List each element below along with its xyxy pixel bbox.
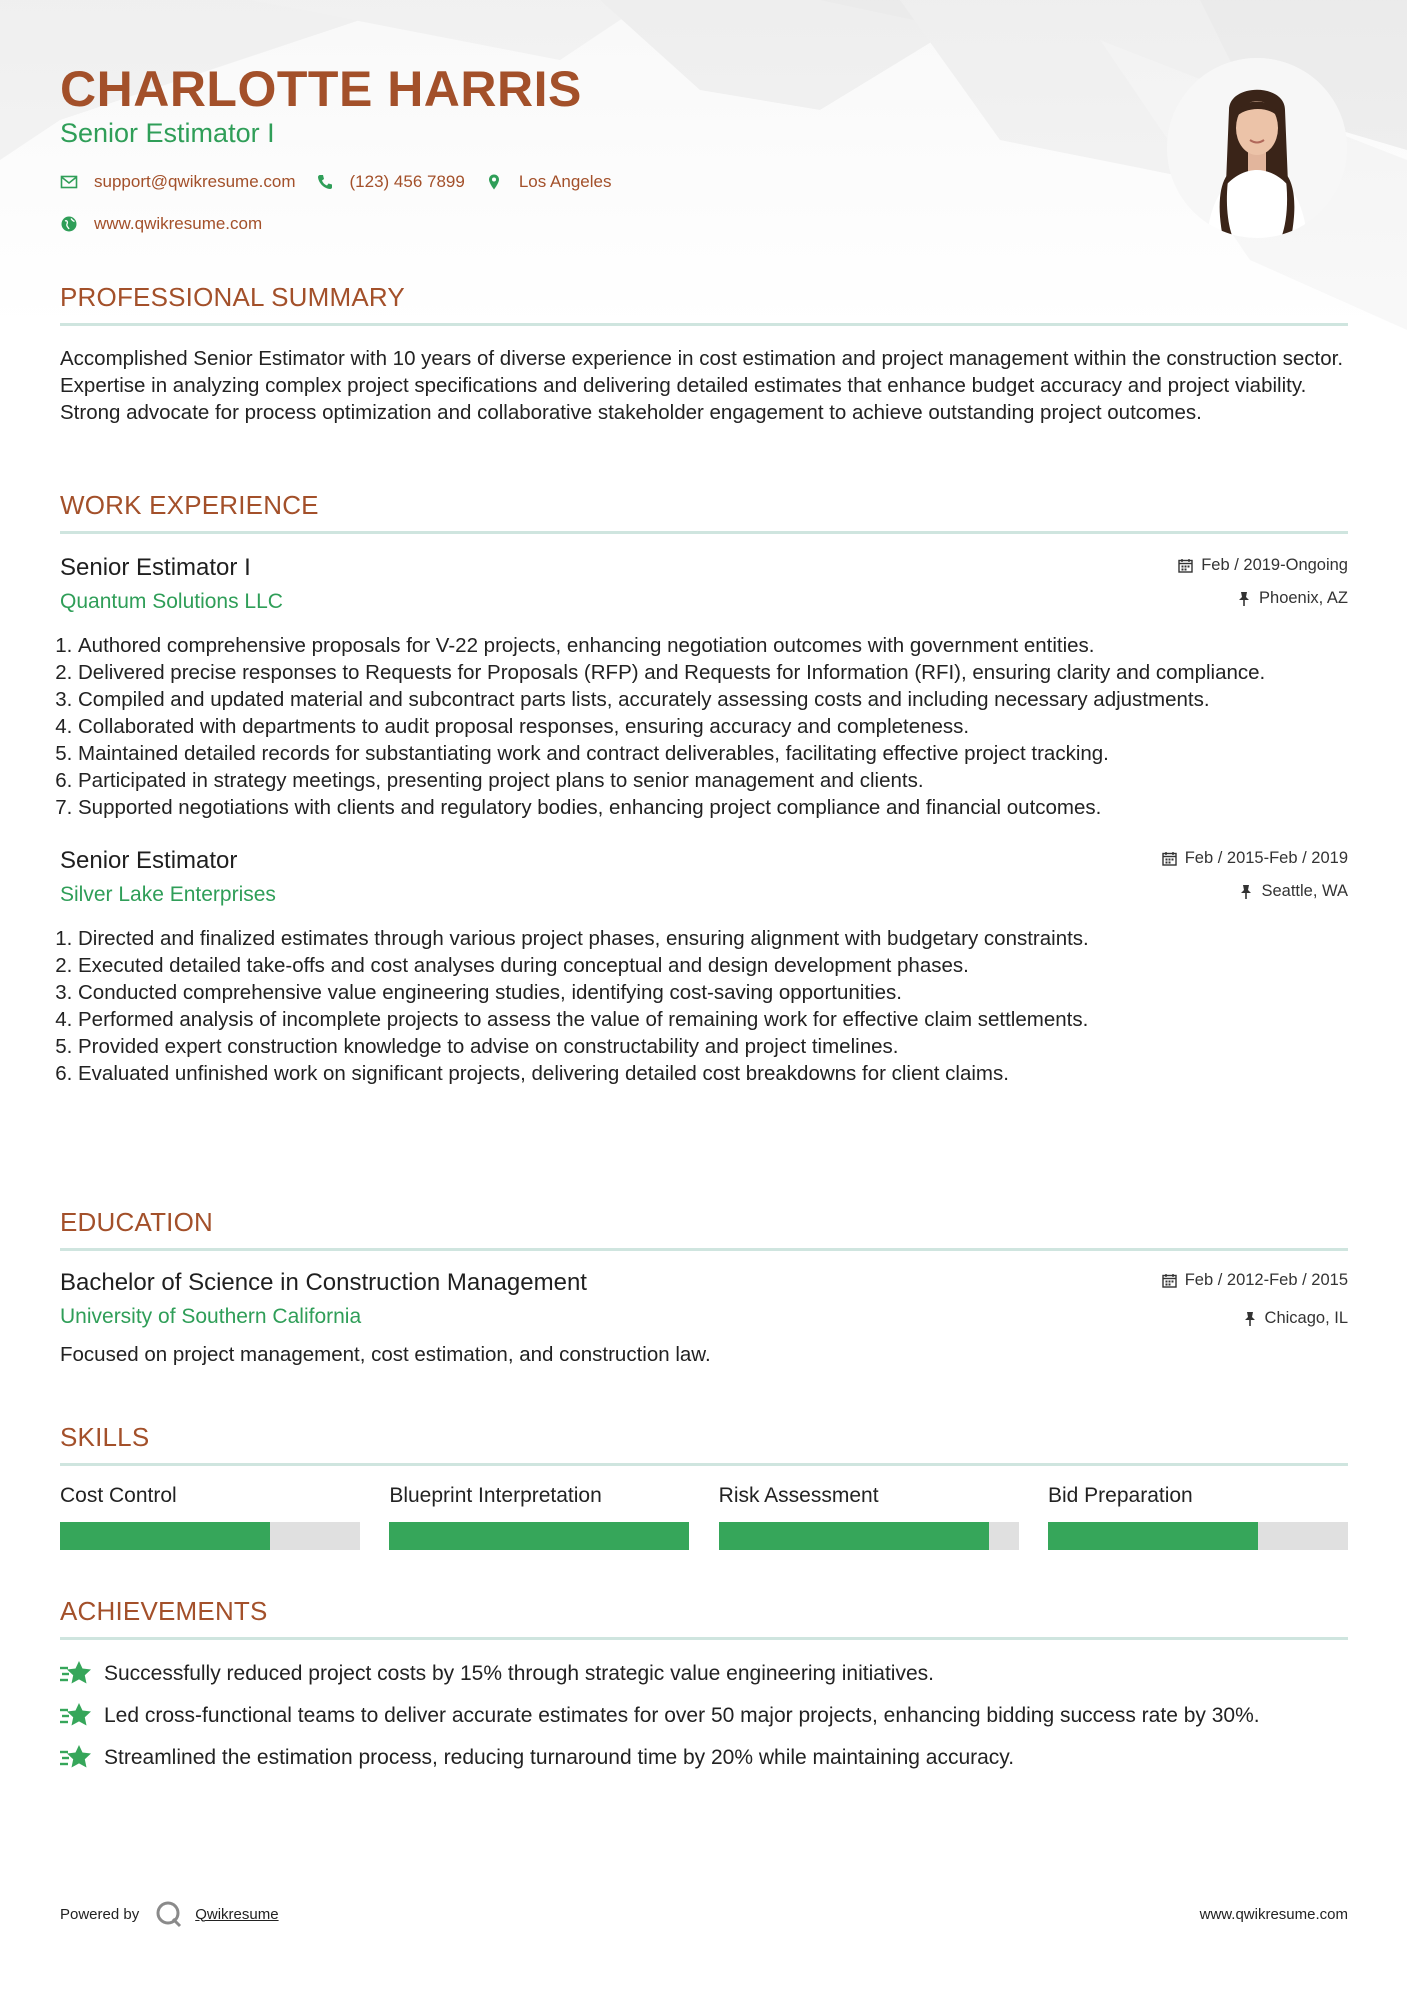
job-company: Quantum Solutions LLC	[60, 590, 283, 613]
portrait-illustration	[1167, 58, 1347, 238]
job-entry	[60, 847, 1348, 1087]
skills-heading: SKILLS	[60, 1422, 1348, 1466]
calendar-icon	[1162, 851, 1177, 866]
calendar-icon	[1178, 558, 1193, 573]
education-dates	[1162, 1271, 1348, 1290]
list-item: 3. Conducted comprehensive value engineering studies, identifying cost-saving opportunities.	[78, 979, 1348, 1006]
achievements-heading: ACHIEVEMENTS	[60, 1596, 1348, 1640]
achievement-item	[60, 1744, 1348, 1772]
skill-fill	[1048, 1522, 1258, 1550]
skill-fill	[719, 1522, 989, 1550]
achievements-section	[60, 1596, 1348, 1786]
experience-heading: WORK EXPERIENCE	[60, 490, 1348, 534]
skill-name: Cost Control	[60, 1484, 177, 1507]
location-text: Los Angeles	[518, 172, 612, 191]
phone-text: (123) 456 7899	[349, 172, 465, 191]
list-item: 6. Evaluated unfinished work on significant projects, delivering detailed cost breakdowns for client claims.	[78, 1060, 1348, 1087]
school-name: University of Southern California	[60, 1305, 362, 1328]
skill-bar	[60, 1522, 360, 1550]
phone-icon	[316, 173, 334, 191]
contact-website[interactable]	[60, 214, 262, 234]
summary-section	[60, 282, 1348, 426]
contact-row-web	[60, 214, 282, 234]
skill-name: Risk Assessment	[718, 1484, 879, 1507]
footer	[60, 1899, 1348, 1929]
list-item: 5. Provided expert construction knowledge to advise on constructability and project timelines.	[78, 1033, 1348, 1060]
achievement-text: Successfully reduced project costs by 15% through strategic value engineering initiatives.	[104, 1662, 934, 1685]
skill-bar	[389, 1522, 689, 1550]
skill-item	[1048, 1484, 1348, 1550]
summary-text: Accomplished Senior Estimator with 10 years of diverse experience in cost estimation and project management within the construction sector. Expertise in analyzing complex project specifications and delivering detailed estimates that enhance budget accuracy and project viability. Strong advocate for process optimization and collaborative stakeholder engagement to achieve outstanding project outcomes.	[60, 347, 1344, 424]
job-bullets	[60, 632, 1348, 821]
contact-email[interactable]	[60, 172, 296, 192]
job-title: Senior Estimator I	[60, 554, 251, 581]
job-company: Silver Lake Enterprises	[60, 883, 276, 906]
list-item: 6. Participated in strategy meetings, presenting project plans to senior management and clients.	[78, 767, 1348, 794]
list-item: 1. Directed and finalized estimates through various project phases, ensuring alignment with budgetary constraints.	[78, 925, 1348, 952]
achievements-list	[60, 1660, 1348, 1772]
experience-section	[60, 490, 1348, 1087]
job-location-text: Phoenix, AZ	[1259, 589, 1348, 607]
achievement-text: Streamlined the estimation process, reducing turnaround time by 20% while maintaining accuracy.	[104, 1746, 1015, 1769]
pushpin-icon	[1243, 1311, 1257, 1327]
list-item: 1. Authored comprehensive proposals for V-22 projects, enhancing negotiation outcomes with government entities.	[78, 632, 1348, 659]
job-location-text: Seattle, WA	[1261, 882, 1348, 900]
summary-heading: PROFESSIONAL SUMMARY	[60, 282, 1348, 326]
achievement-item	[60, 1702, 1348, 1730]
map-pin-icon	[485, 173, 503, 191]
globe-icon	[60, 215, 78, 233]
star-badge-icon	[60, 1700, 94, 1730]
education-heading: EDUCATION	[60, 1207, 1348, 1251]
skill-item	[719, 1484, 1019, 1550]
list-item: 2. Executed detailed take-offs and cost analyses during conceptual and design development phases.	[78, 952, 1348, 979]
list-item: 5. Maintained detailed records for substantiating work and contract deliverables, facilitating effective project tracking.	[78, 740, 1348, 767]
candidate-name: CHARLOTTE HARRIS	[60, 61, 582, 117]
skill-name: Bid Preparation	[1047, 1484, 1193, 1507]
skills-section	[60, 1422, 1348, 1550]
contact-location	[485, 172, 612, 192]
job-location	[1237, 589, 1348, 608]
website-text: www.qwikresume.com	[94, 214, 263, 233]
skill-bar	[719, 1522, 1019, 1550]
education-location-text: Chicago, IL	[1264, 1309, 1348, 1327]
job-dates-text: Feb / 2015-Feb / 2019	[1184, 849, 1348, 867]
education-description: Focused on project management, cost estimation, and construction law.	[60, 1343, 711, 1366]
star-badge-icon	[60, 1658, 94, 1688]
education-dates-text: Feb / 2012-Feb / 2015	[1184, 1271, 1348, 1289]
contact-phone[interactable]	[316, 172, 465, 192]
contact-row	[60, 172, 631, 192]
qwikresume-logo-icon	[153, 1899, 185, 1929]
education-entry	[60, 1269, 1348, 1368]
list-item: 3. Compiled and updated material and subcontract parts lists, accurately assessing costs and including necessary adjustments.	[78, 686, 1348, 713]
job-dates	[1178, 556, 1348, 575]
envelope-icon	[60, 173, 78, 191]
skill-fill	[389, 1522, 689, 1550]
skill-item	[60, 1484, 360, 1550]
qwikresume-link[interactable]: Qwikresume	[195, 1905, 279, 1923]
job-title: Senior Estimator	[60, 847, 238, 874]
profile-photo	[1167, 58, 1347, 238]
skill-bar	[1048, 1522, 1348, 1550]
achievement-item	[60, 1660, 1348, 1688]
pushpin-icon	[1239, 884, 1253, 900]
education-section	[60, 1207, 1348, 1368]
job-location	[1239, 882, 1348, 901]
skills-row	[60, 1484, 1348, 1550]
job-entry	[60, 554, 1348, 821]
job-dates-text: Feb / 2019-Ongoing	[1201, 556, 1348, 574]
list-item: 4. Performed analysis of incomplete projects to assess the value of remaining work for effective claim settlements.	[78, 1006, 1348, 1033]
email-text: support@qwikresume.com	[94, 172, 296, 191]
list-item: 7. Supported negotiations with clients and regulatory bodies, enhancing project compliance and financial outcomes.	[78, 794, 1348, 821]
skill-name: Blueprint Interpretation	[389, 1484, 602, 1507]
powered-by-label: Powered by	[60, 1905, 140, 1923]
skill-item	[389, 1484, 689, 1550]
calendar-icon	[1162, 1273, 1177, 1288]
education-location	[1243, 1309, 1348, 1328]
list-item: 2. Delivered precise responses to Requests for Proposals (RFP) and Requests for Information (RFI), ensuring clarity and compliance.	[78, 659, 1348, 686]
pushpin-icon	[1237, 591, 1251, 607]
candidate-title: Senior Estimator I	[60, 118, 275, 148]
powered-by	[60, 1899, 279, 1929]
job-dates	[1162, 849, 1348, 868]
footer-website[interactable]: www.qwikresume.com	[1199, 1905, 1348, 1923]
skill-fill	[60, 1522, 270, 1550]
achievement-text: Led cross-functional teams to deliver accurate estimates for over 50 major projects, enhancing bidding success rate by 30%.	[104, 1704, 1260, 1727]
list-item: 4. Collaborated with departments to audit proposal responses, ensuring accuracy and completeness.	[78, 713, 1348, 740]
star-badge-icon	[60, 1742, 94, 1772]
degree-title: Bachelor of Science in Construction Management	[60, 1269, 587, 1296]
job-bullets	[60, 925, 1348, 1087]
